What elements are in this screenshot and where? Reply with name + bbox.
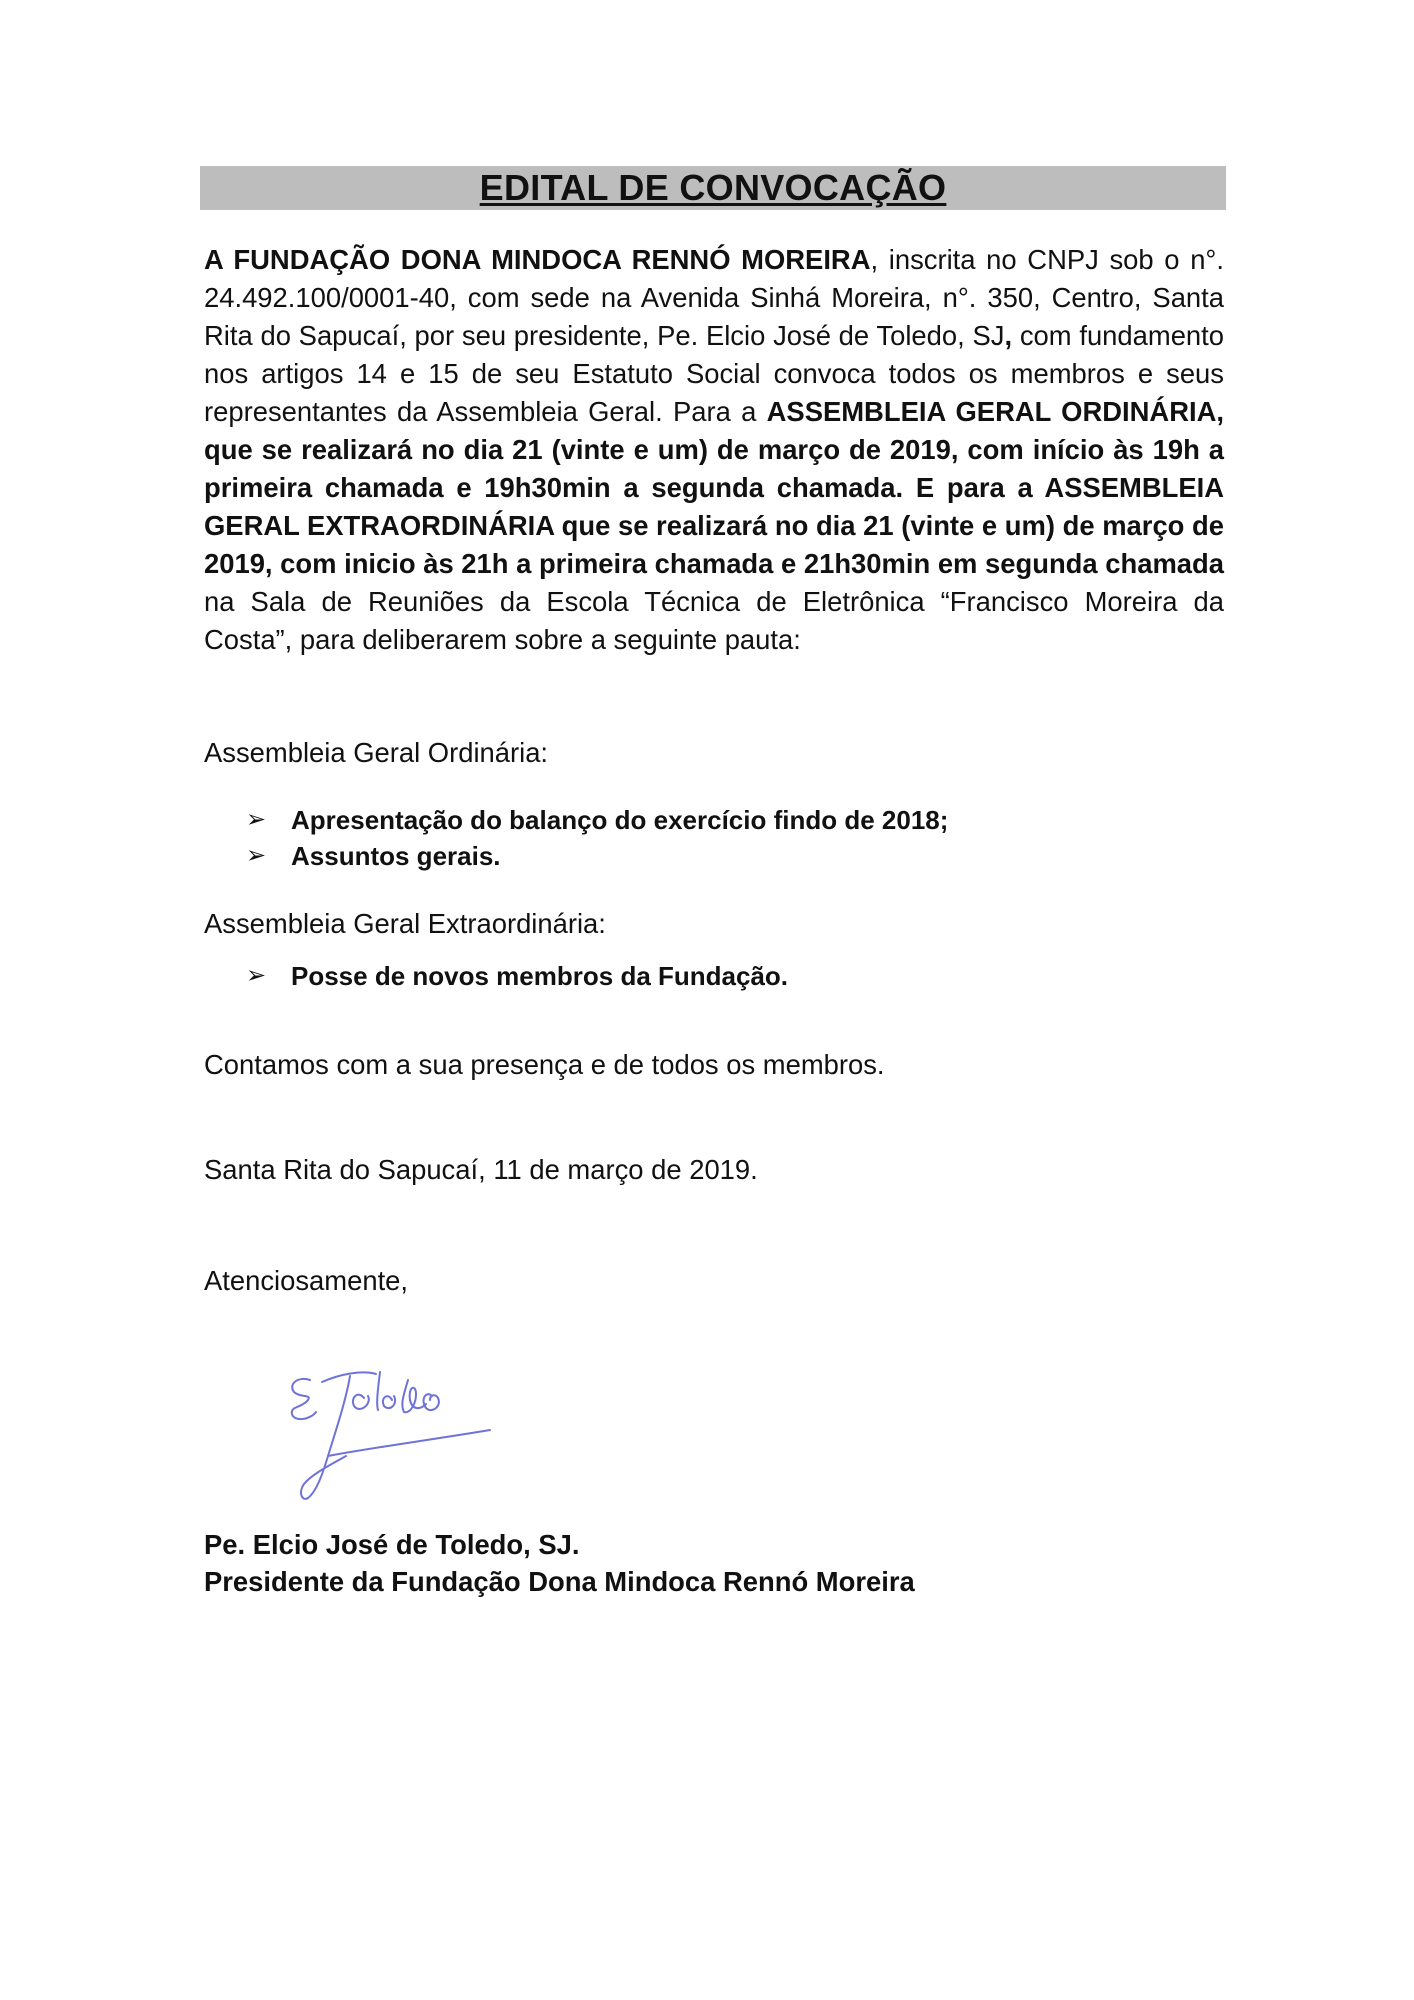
signer-name: Pe. Elcio José de Toledo, SJ.: [204, 1529, 580, 1560]
paragraph-comma: ,: [1004, 320, 1013, 351]
handwritten-signature: [280, 1360, 540, 1510]
ordinaria-item: Assuntos gerais.: [291, 841, 501, 871]
bullet-arrow-icon: ➢: [246, 842, 267, 869]
ordinaria-item: Apresentação do balanço do exercício findo de 2018;: [291, 805, 949, 835]
foundation-name: A FUNDAÇÃO DONA MINDOCA RENNÓ MOREIRA: [204, 244, 871, 275]
document-title: EDITAL DE CONVOCAÇÃO: [479, 167, 947, 208]
paragraph-text-3: na Sala de Reuniões da Escola Técnica de Eletrônica “Francisco Moreira da Costa”, para deliberarem sobre a seguinte pauta:: [204, 586, 1224, 655]
extraordinaria-heading: Assembleia Geral Extraordinária:: [204, 908, 606, 939]
ordinaria-heading: Assembleia Geral Ordinária:: [204, 737, 549, 768]
closing-line: Contamos com a sua presença e de todos os membros.: [204, 1049, 885, 1080]
bullet-arrow-icon: ➢: [246, 806, 267, 833]
paragraph-text-2: com fundamento nos artigos 14 e 15 de seu Estatuto Social convoca todos os membros e seus representantes da Assembleia Geral. Para a: [204, 320, 1224, 427]
extraordinaria-item: Posse de novos membros da Fundação.: [291, 961, 789, 991]
place-date: Santa Rita do Sapucaí, 11 de março de 2019.: [204, 1154, 758, 1185]
signer-title: Presidente da Fundação Dona Mindoca Rennó Moreira: [204, 1566, 915, 1597]
assembly-details: ASSEMBLEIA GERAL ORDINÁRIA, que se realizará no dia 21 (vinte e um) de março de 2019, com início às 19h a primeira chamada e 19h30min a segunda chamada. E para a ASSEMBLEIA GERAL EXTRAORDINÁRIA que se realizará no dia 21 (vinte e um) de março de 2019, com inicio às 21h a primeira chamada e 21h30min em segunda chamada: [204, 396, 1225, 579]
paragraph-text-1: , inscrita no CNPJ sob o n°. 24.492.100/0001-40, com sede na Avenida Sinhá Moreira, n°. 350, Centro, Santa Rita do Sapucaí, por seu presidente, Pe. Elcio José de Toledo, SJ: [204, 244, 1224, 351]
convocation-paragraph: [204, 241, 1224, 659]
salutation: Atenciosamente,: [204, 1265, 409, 1296]
bullet-arrow-icon: ➢: [246, 962, 267, 989]
